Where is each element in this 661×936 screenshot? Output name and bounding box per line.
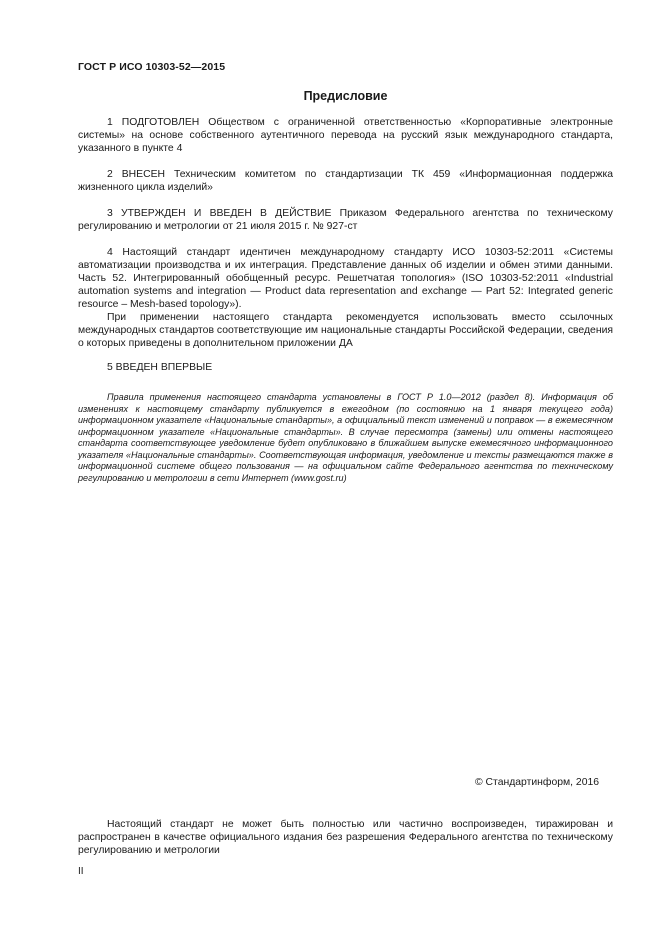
- page-number: II: [78, 866, 84, 877]
- reproduction-notice: Настоящий стандарт не может быть полностью или частично воспроизведен, тиражирован и распространен в качестве официального издания без разрешения Федерального агентства по техническому регулированию и метрологии: [78, 819, 613, 856]
- usage-notice: Правила применения настоящего стандарта установлены в ГОСТ Р 1.0—2012 (раздел 8). Информация об изменениях к настоящему стандарту публикуется в ежегодном (по состоянию на 1 января текущего года) информационном указателе «Национальные стандарты», а официальный текст изменений и поправок — в ежемесячном информационном указателе «Национальные стандарты». В случае пересмотра (замены) или отмены настоящего стандарта соответствующее уведомление будет опубликовано в ближайшем выпуске ежемесячного информационного указателя «Национальные стандарты». Соответствующая информация, уведомление и тексты размещаются также в информационной системе общего пользования — на официальном сайте Федерального агентства по техническому регулированию и метрологии в сети Интернет (www.gost.ru): [78, 392, 613, 483]
- paragraph-prepared: 1 ПОДГОТОВЛЕН Обществом с ограниченной ответственностью «Корпоративные электронные системы» на основе собственного аутентичного перевода на русский язык международного стандарта, указанного в пункте 4: [78, 117, 613, 154]
- paragraph-identical: 4 Настоящий стандарт идентичен международному стандарту ИСО 10303-52:2011 «Системы автоматизации производства и их интеграция. Представление данных об изделии и обмен этими данными. Часть 52. Интегрированный обобщенный ресурс. Решетчатая топология» (ISO 10303-52:2011 «Industrial automation systems and integration — Product data representation and exchange — Part 52: Integrated generic resource – Mesh-based topology»).: [78, 247, 613, 310]
- paragraph-introduced: 2 ВНЕСЕН Техническим комитетом по стандартизации ТК 459 «Информационная поддержка жизненного цикла изделий»: [78, 169, 613, 193]
- document-header: ГОСТ Р ИСО 10303-52—2015: [78, 61, 226, 73]
- paragraph-first-introduced: 5 ВВЕДЕН ВПЕРВЫЕ: [107, 362, 213, 373]
- paragraph-references: При применении настоящего стандарта рекомендуется использовать вместо ссылочных международных стандартов соответствующие им национальные стандарты Российской Федерации, сведения о которых приведены в дополнительном приложении ДА: [78, 312, 613, 349]
- copyright-notice: © Стандартинформ, 2016: [475, 777, 600, 788]
- paragraph-approved: 3 УТВЕРЖДЕН И ВВЕДЕН В ДЕЙСТВИЕ Приказом Федерального агентства по техническому регулированию и метрологии от 21 июля 2015 г. № 927-ст: [78, 208, 613, 232]
- page-title: Предисловие: [303, 89, 388, 103]
